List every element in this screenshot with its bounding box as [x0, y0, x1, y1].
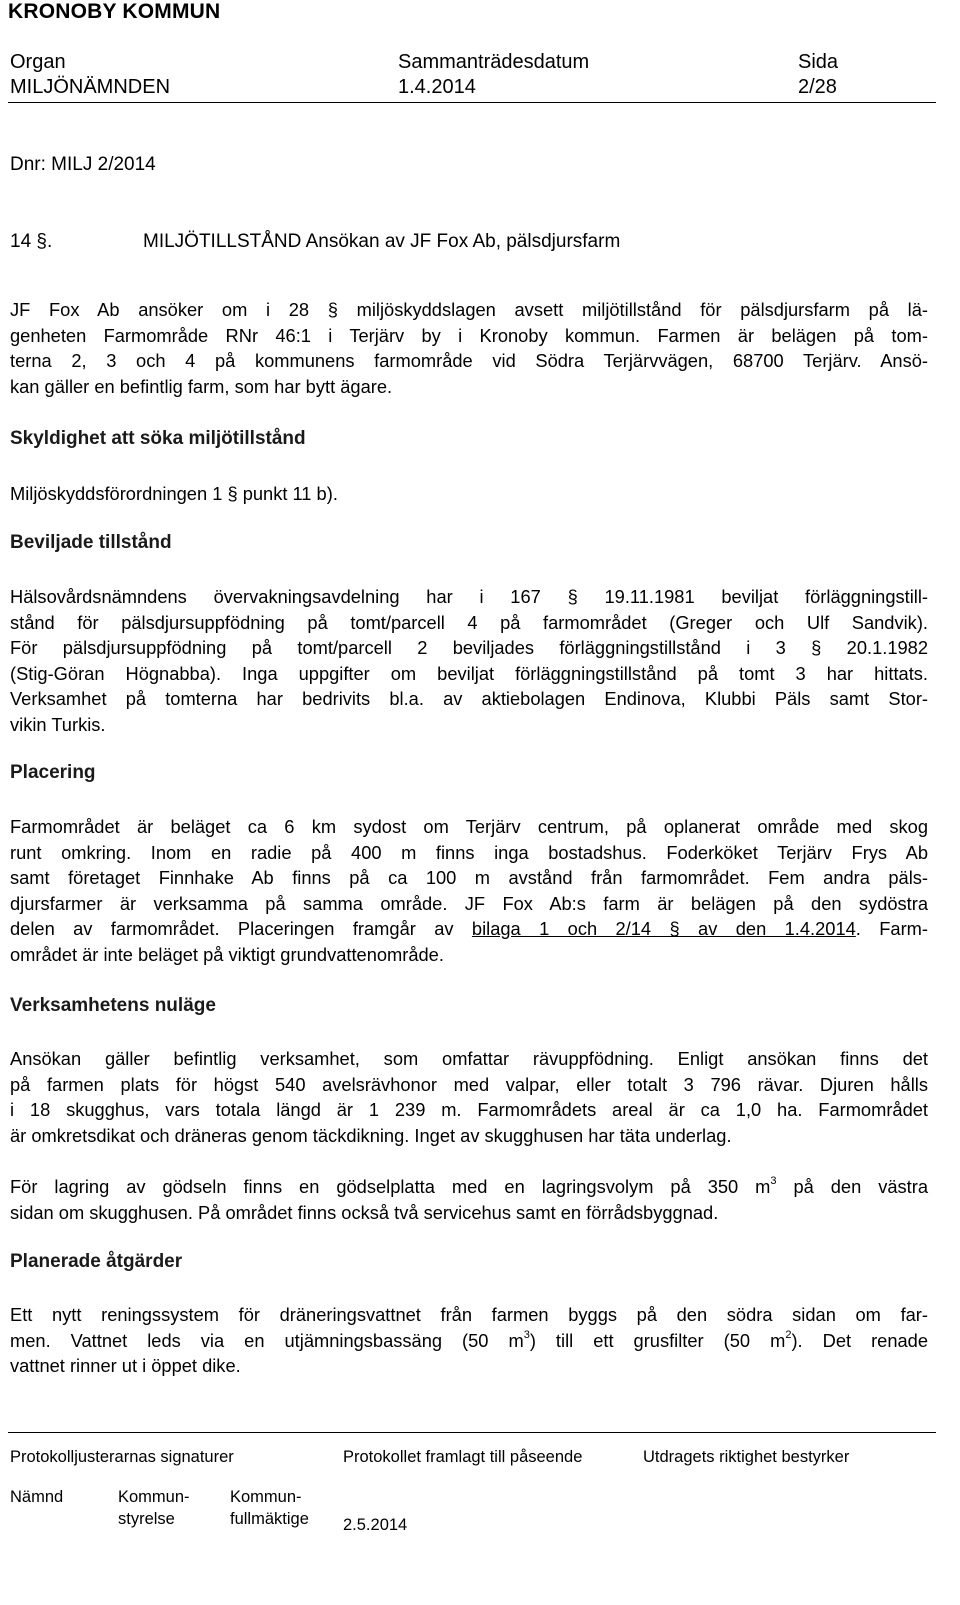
beviljade-paragraph [10, 584, 928, 738]
placering-line: Farmområdet är beläget ca 6 km sydost om Terjärv centrum, på oplanerat område med skog [10, 816, 928, 837]
placering-line: området är inte beläget på viktigt grundvattenområde. [10, 943, 444, 965]
placering-line: djursfarmer är verksamma på samma område. JF Fox Ab:s farm är belägen på den sydöstra [10, 892, 928, 914]
section-heading-nulage: Verksamhetens nuläge [10, 995, 216, 1016]
superscript: 2 [785, 1328, 792, 1341]
superscript: 3 [770, 1174, 777, 1187]
beviljade-line: För pälsdjursuppfödning på tomt/parcell 2 beviljades förläggningstillstånd i 3 § 20.1.1982 [10, 637, 928, 659]
superscript: 3 [523, 1328, 530, 1341]
bilaga-link[interactable]: bilaga 1 och 2/14 § av den 1.4.2014 [471, 918, 856, 940]
nulage-line: på farmen plats för högst 540 avelsrävhonor med valpar, eller totalt 3 796 rävar. Djuren hålls [10, 1073, 928, 1095]
municipality-name: KRONOBY KOMMUN [8, 0, 221, 23]
nulage-paragraph-1 [10, 1046, 928, 1148]
skyldighet-text: Miljöskyddsförordningen 1 § punkt 11 b). [10, 483, 338, 504]
organ-value: MILJÖNÄMNDEN [10, 76, 171, 98]
section-heading-planerade: Planerade åtgärder [10, 1251, 183, 1272]
intro-line: genheten Farmområde RNr 46:1 i Terjärv by i Kronoby kommun. Farmen är belägen på tom- [10, 324, 928, 346]
date-value: 1.4.2014 [398, 76, 476, 98]
planerade-line: vattnet rinner ut i öppet dike. [10, 1355, 241, 1377]
planerade-line [10, 1328, 928, 1354]
planerade-line: Ett nytt reningssystem för dräneringsvattnet från farmen byggs på den södra sidan om far- [10, 1304, 928, 1325]
nulage-line: är omkretsdikat och dräneras genom täckdikning. Inget av skugghusen har täta underlag. [10, 1124, 732, 1146]
dnr: Dnr: MILJ 2/2014 [10, 154, 156, 175]
page-label: Sida [798, 51, 839, 73]
section-heading-skyldighet: Skyldighet att söka miljötillstånd [10, 428, 306, 449]
beviljade-line: Hälsovårdsnämndens övervakningsavdelning har i 167 § 19.11.1981 beviljat förläggningstill- [10, 586, 928, 607]
placering-text: . Farm- [855, 918, 929, 940]
placering-text: delen av farmområdet. Placeringen framgår av [10, 918, 472, 940]
organ-label: Organ [10, 51, 66, 73]
signature-kommunfullmaktige-l2: fullmäktige [230, 1510, 309, 1528]
date-label: Sammanträdesdatum [398, 51, 590, 73]
footer-framlagt [343, 1448, 583, 1534]
placering-line: samt företaget Finnhake Ab finns på ca 100 m avstånd från farmområdet. Fem andra päls- [10, 867, 928, 889]
footer-signatures [10, 1448, 309, 1528]
nulage-line [10, 1174, 928, 1200]
intro-line: terna 2, 3 och 4 på kommunens farmområde vid Södra Terjärvvägen, 68700 Terjärv. Ansö- [10, 350, 928, 372]
intro-paragraph [10, 297, 928, 399]
nulage-text: För lagring av gödseln finns en gödselplatta med en lagringsvolym på 350 m [10, 1176, 771, 1197]
beviljade-line: stånd för pälsdjursuppfödning på tomt/parcell 4 på farmområdet (Greger och Ulf Sandvik). [10, 611, 928, 633]
header-divider [8, 102, 936, 103]
signature-kommunstyrelse-l2: styrelse [118, 1510, 175, 1528]
intro-line: kan gäller en befintlig farm, som har bytt ägare. [10, 375, 393, 397]
section-heading-beviljade: Beviljade tillstånd [10, 532, 172, 553]
footer-signatures-title: Protokolljusterarnas signaturer [10, 1448, 234, 1466]
footer-framlagt-title: Protokollet framlagt till påseende [343, 1448, 583, 1466]
planerade-text: ). Det renade [791, 1329, 928, 1351]
intro-line: JF Fox Ab ansöker om i 28 § miljöskyddslagen avsett miljötillstånd för pälsdjursfarm på lä- [10, 299, 928, 320]
nulage-text: på den västra [776, 1176, 929, 1197]
framlagt-date: 2.5.2014 [343, 1516, 408, 1534]
footer-utdrag-title: Utdragets riktighet bestyrker [643, 1448, 850, 1466]
page-number: 2/28 [798, 76, 837, 98]
planerade-text: men. Vattnet leds via en utjämningsbassäng (50 m [10, 1329, 524, 1351]
beviljade-line: Verksamhet på tomterna har bedrivits bl.a. av aktiebolagen Endinova, Klubbi Päls samt Stor- [10, 688, 928, 710]
signature-namnd: Nämnd [10, 1488, 64, 1506]
signature-kommunstyrelse-l1: Kommun- [118, 1488, 190, 1506]
beviljade-line: (Stig-Göran Högnabba). Inga uppgifter om beviljat förläggningstillstånd på tomt 3 har hittats. [10, 662, 928, 684]
signature-kommunfullmaktige-l1: Kommun- [230, 1488, 302, 1506]
placering-line: runt omkring. Inom en radie på 400 m finns inga bostadshus. Foderköket Terjärv Frys Ab [10, 841, 928, 863]
nulage-line: Ansökan gäller befintlig verksamhet, som omfattar rävuppfödning. Enligt ansökan finns det [10, 1048, 928, 1069]
section-heading-placering: Placering [10, 762, 96, 783]
item-number: 14 §. [10, 231, 53, 252]
nulage-line: sidan om skugghusen. På området finns också två servicehus samt en förrådsbyggnad. [10, 1201, 719, 1223]
footer-utdrag [643, 1448, 849, 1467]
beviljade-line: vikin Turkis. [10, 713, 106, 735]
planerade-text: ) till ett grusfilter (50 m [529, 1329, 786, 1351]
placering-paragraph [10, 814, 928, 968]
nulage-line: i 18 skugghus, vars totala längd är 1 239 m. Farmområdets areal är ca 1,0 ha. Farmområdet [10, 1099, 928, 1121]
footer-divider [8, 1432, 936, 1433]
item-title: MILJÖTILLSTÅND Ansökan av JF Fox Ab, pälsdjursfarm [143, 231, 621, 252]
placering-line [10, 916, 928, 942]
nulage-paragraph-2 [10, 1174, 928, 1225]
planerade-paragraph [10, 1302, 928, 1379]
